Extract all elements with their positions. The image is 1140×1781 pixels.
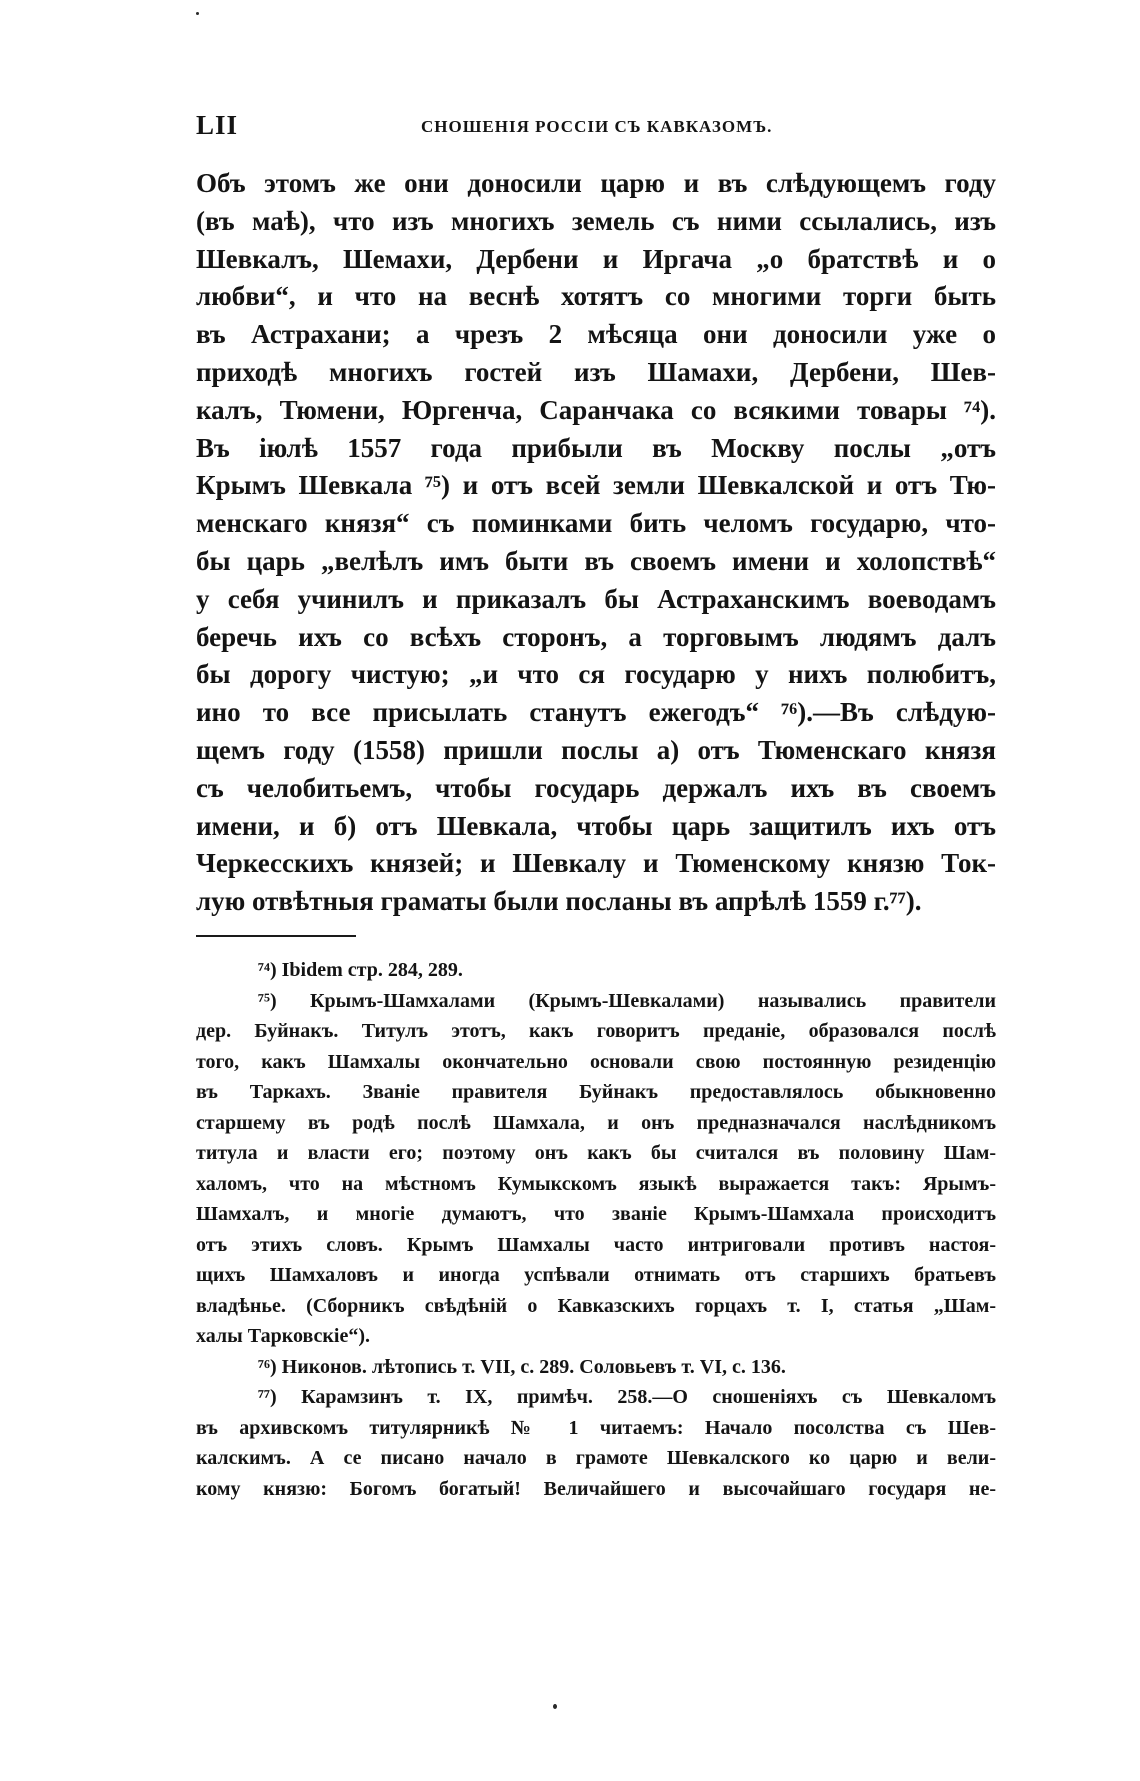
page-number: LII (196, 110, 239, 140)
footnote-line: въ архивскомъ титулярникѣ № 1 читаемъ: Начало посолства съ Шев- (196, 1416, 996, 1439)
running-title: СНОШЕНІЯ РОССІИ СЪ КАВКАЗОМЪ. (421, 117, 773, 136)
footnote-line: въ Таркахъ. Званіе правителя Буйнакъ предоставлялось обыкновенно (196, 1081, 996, 1103)
footnote-line: щихъ Шамхаловъ и иногда успѣвали отнимать отъ старшихъ братьевъ (196, 1264, 996, 1286)
footnote-line: титула и власти его; поэтому онъ какъ бы считался въ половину Шам- (196, 1142, 996, 1164)
text-line: Черкесскихъ князей; и Шевкалу и Тюменскому князю Ток- (196, 848, 996, 879)
text-line: приходѣ многихъ гостей изъ Шамахи, Дербени, Шев- (196, 356, 996, 387)
text-line: Крымъ Шевкала ⁷⁵) и отъ всей земли Шевкалской и отъ Тю- (196, 470, 996, 501)
text-line: у себя учинилъ и приказалъ бы Астраханскимъ воеводамъ (196, 583, 996, 614)
footnote-line: кому князю: Богомъ богатый! Величайшего и высочайшаго государя не- (196, 1477, 996, 1500)
footnote-line: старшему въ родѣ послѣ Шамхала, и онъ предназначался наслѣдникомъ (196, 1111, 996, 1134)
footnote-line: отъ этихъ словъ. Крымъ Шамхалы часто интриговали противъ настоя- (196, 1233, 996, 1256)
footnote-divider (196, 935, 356, 937)
scan-speck (196, 12, 199, 15)
text-line: съ челобитьемъ, чтобы государь держалъ ихъ въ своемъ (196, 772, 996, 803)
text-line: (въ маѣ), что изъ многихъ земель съ ними ссылались, изъ (196, 205, 996, 236)
footnote-line: владѣнье. (Сборникъ свѣдѣній о Кавказскихъ горцахъ т. I, статья „Шам- (196, 1294, 996, 1317)
footnote-line: халомъ, что на мѣстномъ Кумыкскомъ языкѣ выражается такъ: Ярымъ- (196, 1172, 996, 1195)
text-line: въ Астрахани; а чрезъ 2 мѣсяца они доносили уже о (196, 319, 996, 350)
text-line: имени, и б) отъ Шевкала, чтобы царь защитилъ ихъ отъ (196, 810, 996, 841)
footnote-75: ⁷⁵) Крымъ-Шамхалами (Крымъ-Шевкалами) назывались правители (258, 989, 996, 1012)
footnotes (196, 955, 996, 1504)
page-header (196, 110, 996, 144)
text-line: менскаго князя“ съ поминками бить челомъ государю, что- (196, 508, 996, 539)
text-line: Въ іюлѣ 1557 года прибыли въ Москву послы „отъ (196, 432, 996, 463)
text-line: лую отвѣтныя граматы были посланы въ апрѣлѣ 1559 г.⁷⁷). (196, 886, 922, 917)
footnote-line: Шамхалъ, и многіе думаютъ, что званіе Крымъ-Шамхала происходитъ (196, 1203, 996, 1225)
text-line: любви“, и что на веснѣ хотятъ со многими торги быть (196, 281, 996, 312)
text-line: беречь ихъ со всѣхъ сторонъ, а торговымъ людямъ далъ (196, 621, 996, 652)
footnote-line: того, какъ Шамхалы окончательно основали свою постоянную резиденцію (196, 1050, 996, 1073)
main-paragraph (196, 165, 996, 921)
footnote-line: дер. Буйнакъ. Титулъ этотъ, какъ говоритъ преданіе, образовался послѣ (196, 1020, 996, 1042)
footnote-77: ⁷⁷) Карамзинъ т. IX, примѣч. 258.—О сношеніяхъ съ Шевкаломъ (258, 1386, 996, 1408)
text-line: щемъ году (1558) пришли послы а) отъ Тюменскаго князя (196, 734, 996, 765)
text-line: калъ, Тюмени, Юргенча, Саранчака со всякими товары ⁷⁴). (196, 394, 996, 425)
text-line: бы царь „велѣлъ имъ быти въ своемъ имени и холопствѣ“ (196, 545, 996, 576)
footnote-74: ⁷⁴) Ibidem стр. 284, 289. (258, 959, 463, 981)
scan-speck (553, 1704, 557, 1709)
footnote-line: халы Тарковскіе“). (196, 1325, 371, 1347)
text-line: Объ этомъ же они доносили царю и въ слѣдующемъ году (196, 168, 996, 198)
footnote-76: ⁷⁶) Никонов. лѣтопись т. VII, с. 289. Соловьевъ т. VI, с. 136. (258, 1355, 786, 1378)
text-line: ино то все присылать станутъ ежегодъ“ ⁷⁶).—Въ слѣдую- (196, 697, 996, 728)
text-line: Шевкалъ, Шемахи, Дербени и Иргача „о братствѣ и о (196, 243, 996, 274)
text-line: бы дорогу чистую; „и что ся государю у нихъ полюбитъ, (196, 659, 996, 690)
footnote-line: калскимъ. А се писано начало в грамоте Шевкалского ко царю и вели- (196, 1447, 996, 1469)
